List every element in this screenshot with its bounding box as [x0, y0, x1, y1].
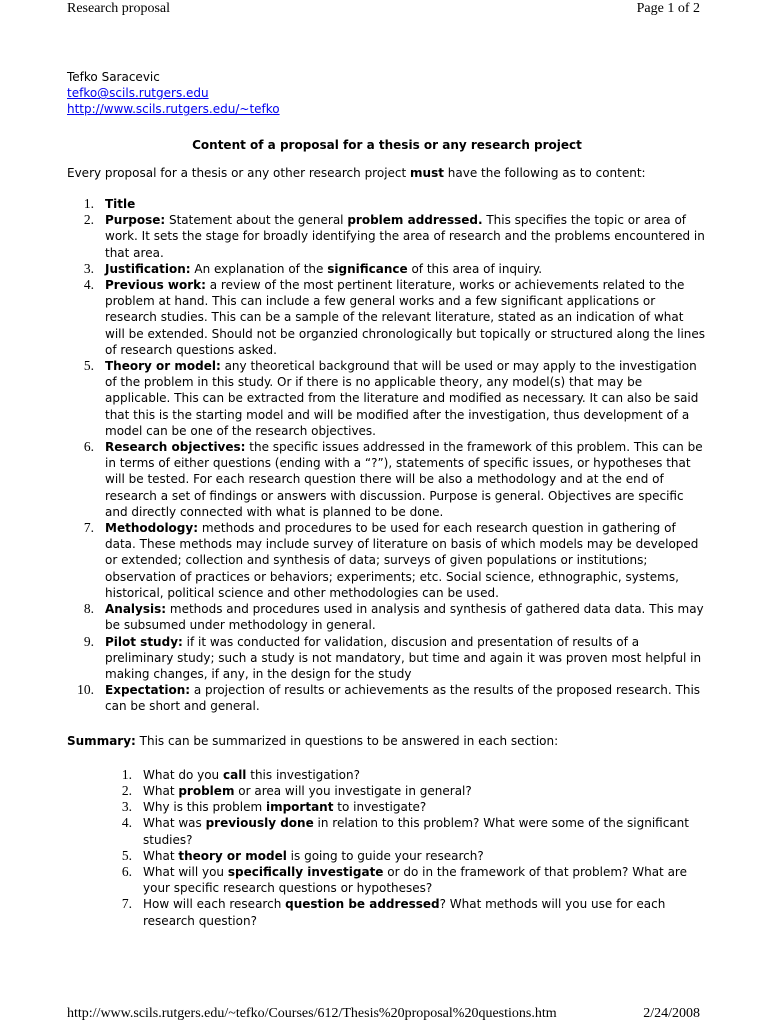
question-number: 3.	[121, 799, 132, 815]
list-item-number: 9.	[83, 633, 94, 649]
question-text: What do you	[143, 767, 223, 782]
list-item	[67, 520, 707, 601]
document-title: Content of a proposal for a thesis or any research project	[192, 137, 582, 152]
list-item-label: Pilot study:	[105, 634, 183, 649]
list-item-text: of this area of inquiry.	[407, 261, 543, 276]
question-number: 5.	[121, 847, 132, 863]
list-item-number: 6.	[83, 439, 94, 455]
question-text: What will you	[143, 864, 228, 879]
question-number: 7.	[121, 896, 132, 912]
header-title: Research proposal	[67, 1, 171, 16]
question-text: ? What methods will you use for each research question?	[143, 897, 666, 928]
list-item-text: if it was conducted for validation, discusion and presentation of results of a preliminary study; such a study is not mandatory, but time and again it was proven most helpful in making changes, if any, in the design for the study	[105, 634, 702, 681]
list-item-label: Analysis:	[105, 602, 167, 617]
question-text: How will each research	[143, 897, 286, 912]
footer-url: http://www.scils.rutgers.edu/~tefko/Courses/612/Thesis%20proposal%20questions.htm	[67, 1006, 557, 1021]
question-text: or do in the framework of that problem? What are your specific research questions or hypotheses?	[143, 864, 687, 896]
list-item-number: 7.	[83, 520, 94, 536]
question-text: What was	[143, 816, 206, 831]
list-item	[67, 682, 707, 714]
intro-paragraph: Every proposal for a thesis or any other research project must have the following as to content:	[67, 165, 646, 180]
question-item	[67, 783, 707, 799]
list-item-number: 2.	[83, 212, 94, 228]
question-emphasis: call	[222, 767, 247, 782]
author-block	[67, 69, 707, 118]
question-text: or area will you investigate in general?	[234, 783, 472, 798]
question-emphasis: important	[265, 800, 334, 815]
list-item	[67, 277, 707, 358]
question-item	[67, 815, 707, 847]
list-item-text: a projection of results or achievements as the results of the proposed research. This can be short and general.	[105, 683, 701, 714]
question-emphasis: question be addressed	[285, 897, 440, 912]
list-item-label: Theory or model:	[105, 359, 221, 374]
question-item	[67, 864, 707, 896]
footer-date: 2/24/2008	[643, 1006, 700, 1021]
list-item-text: Statement about the general	[165, 213, 348, 228]
author-name: Tefko Saracevic	[67, 70, 160, 84]
list-item-number: 10.	[77, 682, 94, 698]
list-item-label: Expectation:	[105, 683, 191, 698]
question-item	[67, 799, 707, 815]
question-text: What	[143, 783, 179, 798]
list-item	[67, 196, 707, 212]
question-emphasis: specifically investigate	[227, 864, 384, 879]
list-item-text: methods and procedures used in analysis and synthesis of gathered data data. This may be subsumed under methodology in general.	[105, 602, 704, 633]
list-item-label: Research objectives:	[105, 440, 246, 455]
summary-paragraph: Summary: This can be summarized in questions to be answered in each section:	[67, 733, 559, 748]
question-number: 1.	[121, 766, 132, 782]
list-item-number: 4.	[83, 277, 94, 293]
author-email-link[interactable]: tefko@scils.rutgers.edu	[67, 86, 209, 101]
question-emphasis: problem	[178, 783, 235, 798]
list-item	[67, 439, 707, 520]
list-item-text: methods and procedures to be used for each research question in gathering of data. These methods may include survey of literature on basis of which models may be developed or extended; collection and synthesis of data; surveys of given populations or institutions; observation of practices or behaviors; experiments; etc. Social science, ethnographic, systems, historical, political science and other methodologies can be used.	[105, 521, 699, 600]
list-item-text: any theoretical background that will be used or may apply to the investigation of the problem in this study. Or if there is no applicable theory, any model(s) that may be applicable. This can be extracted from the literature and modified as necessary. It can also be said that this is the starting model and will be modified after the investigation, thus development of a model can be one of the research objectives.	[105, 359, 699, 438]
page-number: Page 1 of 2	[636, 1, 700, 16]
list-item-text: This specifies the topic or area of work. It sets the stage for broadly identifying the area of research and the problems encountered in that area.	[105, 213, 705, 260]
list-item-emphasis: problem addressed.	[347, 213, 483, 228]
question-text: in relation to this problem? What were some of the significant studies?	[143, 816, 689, 847]
list-item	[67, 261, 707, 277]
content-list	[67, 196, 707, 715]
question-number: 4.	[121, 815, 132, 831]
question-text: this investigation?	[246, 767, 360, 782]
page-header	[67, 0, 700, 20]
list-item-label: Methodology:	[105, 521, 199, 536]
question-number: 2.	[121, 782, 132, 798]
question-item	[67, 896, 707, 928]
list-item	[67, 634, 707, 683]
question-list	[67, 767, 707, 929]
question-number: 6.	[121, 863, 132, 879]
list-item-number: 1.	[83, 196, 94, 212]
author-homepage-link[interactable]: http://www.scils.rutgers.edu/~tefko	[67, 102, 280, 117]
list-item-number: 3.	[83, 260, 94, 276]
question-text: What	[143, 848, 179, 863]
list-item-number: 5.	[83, 358, 94, 374]
summary-label: Summary:	[67, 733, 136, 748]
list-item-label: Previous work:	[105, 278, 206, 293]
list-item-text: An explanation of the	[190, 261, 328, 276]
page-footer	[67, 1005, 700, 1023]
question-item	[67, 848, 707, 864]
list-item-text: the specific issues addressed in the framework of this problem. This can be in terms of either questions (ending with a “?”), statements of specific issues, or hypotheses that will be tested. For each research question there will be also a methodology and at the end of research a set of findings or answers with discussion. Purpose is general. Objectives are specific and directly connected with what is planned to be done.	[105, 440, 703, 519]
list-item-label: Purpose:	[105, 213, 166, 228]
list-item-label: Justification:	[105, 261, 191, 276]
question-emphasis: theory or model	[178, 848, 287, 863]
question-text: to investigate?	[333, 800, 427, 815]
question-emphasis: previously done	[205, 816, 314, 831]
question-text: is going to guide your research?	[286, 848, 484, 863]
list-item	[67, 601, 707, 633]
list-item-label: Title	[105, 197, 136, 212]
question-item	[67, 767, 707, 783]
question-text: Why is this problem	[143, 800, 266, 815]
list-item-number: 8.	[83, 601, 94, 617]
list-item-text: a review of the most pertinent literature, works or achievements related to the problem at hand. This can include a few general works and a few significant applications or research studies. This can be a sample of the relevant literature, stated as an indication of what will be extended. Should not be organzied chronologically but topically or structured along the lines of research questions asked.	[105, 278, 706, 357]
list-item-emphasis: significance	[327, 261, 408, 276]
document-body	[67, 69, 707, 929]
list-item	[67, 212, 707, 261]
list-item	[67, 358, 707, 439]
